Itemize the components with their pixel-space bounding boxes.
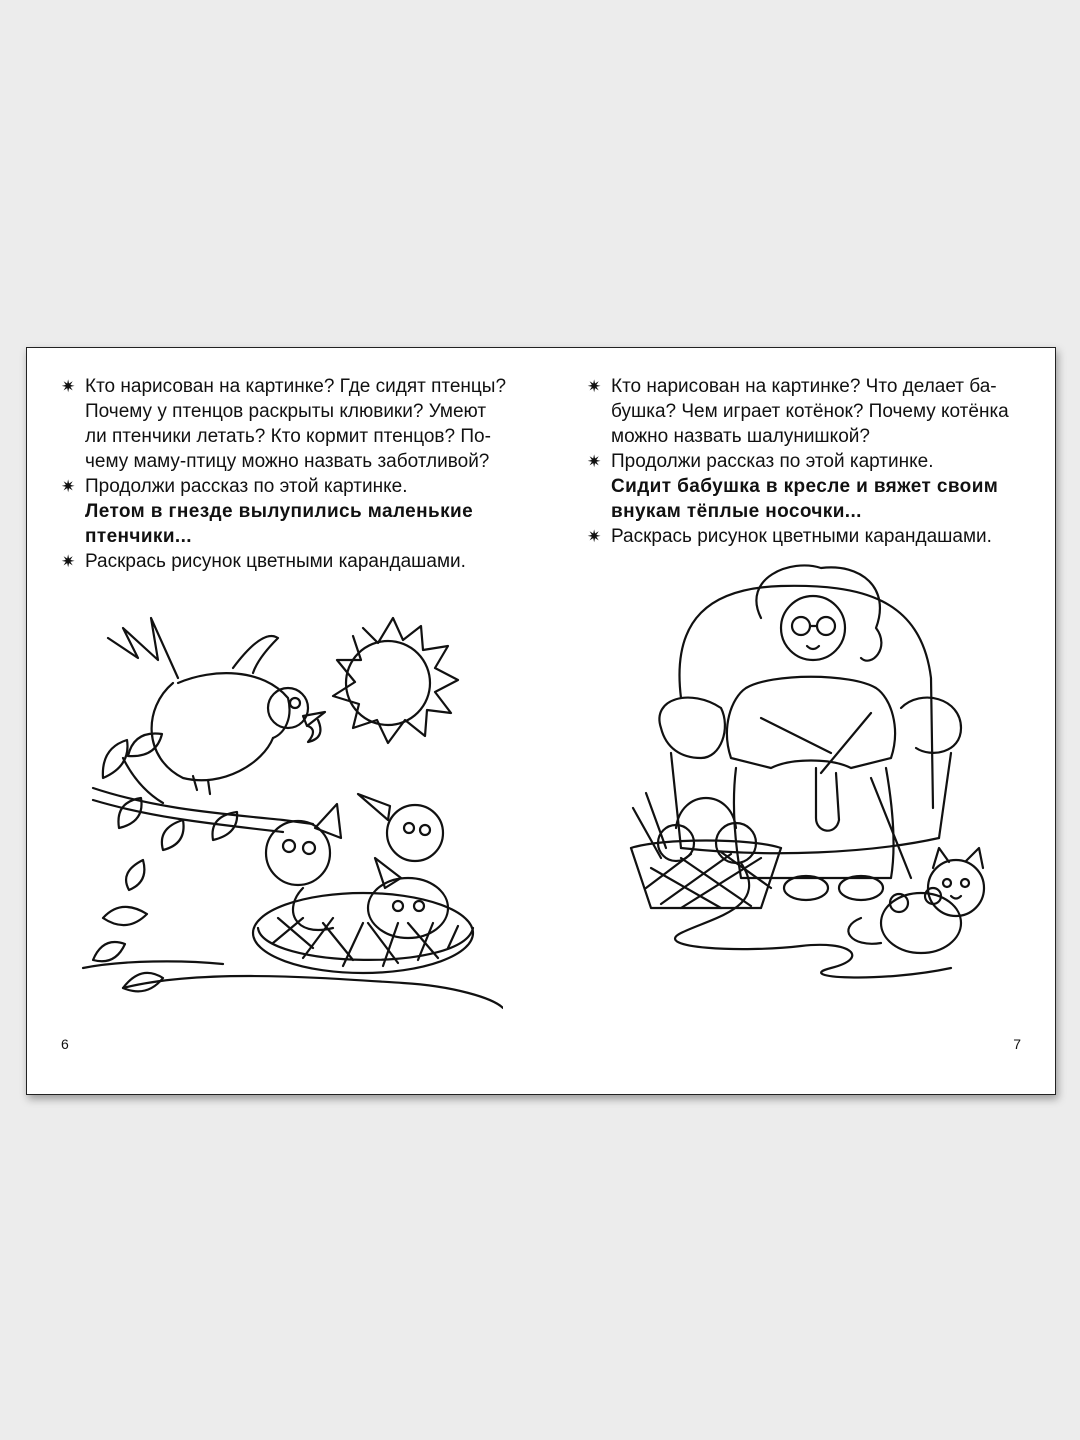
right-page [541,348,1055,1094]
star-bullet-icon: ✷ [61,552,76,571]
star-bullet-icon: ✷ [587,452,602,471]
left-story-start: Летом в гнезде вылупились маленькие птенчики... [85,501,474,547]
right-story-start: Сидит бабушка в кресле и вяжет своим внукам тёплые носочки... [611,476,999,522]
left-bullet-color: ✷ Раскрась рисунок цветными карандашами. [61,551,466,572]
left-bullet-questions: ✷ Кто нарисован на картинке? Где сидят птенцы? Почему у птенцов раскрыты клювики? Умеют ли птенчики летать? Кто кормит птенцов? По- чему маму-птицу можно назвать заботливой? [61,376,507,472]
page-number-right: 7 [1013,1036,1021,1052]
star-bullet-icon: ✷ [61,377,76,396]
right-bullet-color: ✷ Раскрась рисунок цветными карандашами. [587,526,992,547]
star-bullet-icon: ✷ [61,477,76,496]
page-number-left: 6 [61,1036,69,1052]
right-bullet-continue: ✷ Продолжи рассказ по этой картинке. [587,451,934,472]
left-page [27,348,541,1094]
star-bullet-icon: ✷ [587,377,602,396]
left-page-text [61,374,511,574]
grandma-knitting-illustration [621,558,1021,998]
book-spread [26,347,1056,1095]
left-bullet-continue: ✷ Продолжи рассказ по этой картинке. [61,476,408,497]
right-page-text [587,374,1056,549]
birds-nest-illustration [63,588,503,1018]
star-bullet-icon: ✷ [587,527,602,546]
right-bullet-questions: ✷ Кто нарисован на картинке? Что делает ба- бушка? Чем играет котёнок? Почему котёнка можно назвать шалунишкой? [587,376,1009,447]
